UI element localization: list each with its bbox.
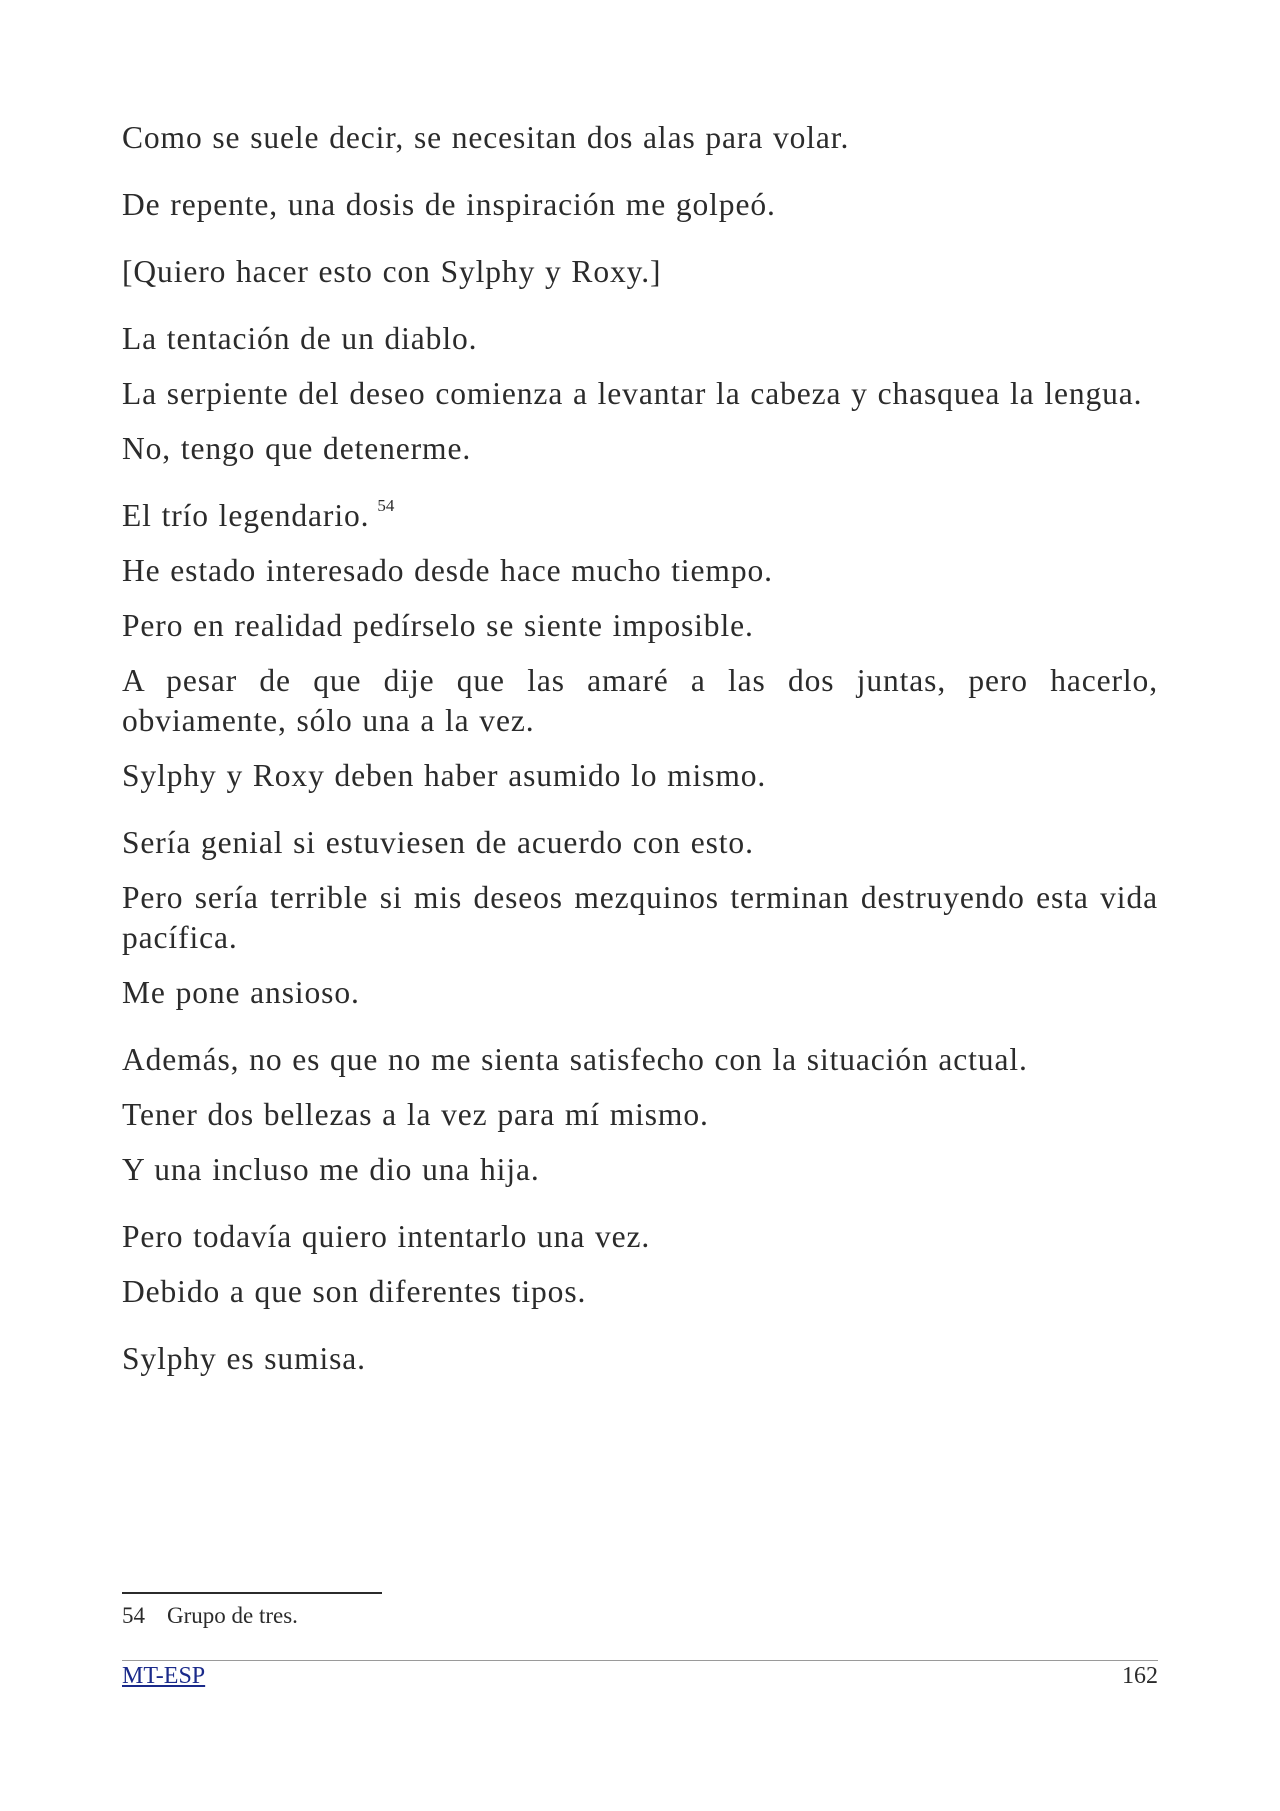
paragraph: Sylphy es sumisa. bbox=[122, 1341, 366, 1376]
page-number: 162 bbox=[1122, 1663, 1158, 1689]
paragraph: Pero en realidad pedírselo se siente imposible. bbox=[122, 608, 754, 643]
footnote bbox=[122, 1601, 298, 1631]
paragraph-with-footnote bbox=[122, 496, 1158, 536]
footnote-number: 54 bbox=[122, 1603, 145, 1628]
paragraph: Me pone ansioso. bbox=[122, 975, 360, 1010]
footnote-text: Grupo de tres. bbox=[167, 1603, 298, 1628]
paragraph: Pero todavía quiero intentarlo una vez. bbox=[122, 1219, 651, 1254]
paragraph: Tener dos bellezas a la vez para mí mismo. bbox=[122, 1097, 709, 1132]
paragraph: Pero sería terrible si mis deseos mezquinos terminan destruyendo esta vida pacífica. bbox=[122, 880, 1158, 955]
footer-link[interactable]: MT-ESP bbox=[122, 1663, 206, 1689]
footnote-divider bbox=[122, 1592, 382, 1594]
paragraph: He estado interesado desde hace mucho tiempo. bbox=[122, 553, 773, 588]
paragraph: [Quiero hacer esto con Sylphy y Roxy.] bbox=[122, 254, 662, 289]
paragraph: La serpiente del deseo comienza a levantar la cabeza y chasquea la lengua. bbox=[122, 376, 1143, 411]
footer-divider bbox=[122, 1660, 1158, 1661]
paragraph: Sylphy y Roxy deben haber asumido lo mismo. bbox=[122, 758, 767, 793]
body-text bbox=[122, 118, 1158, 1394]
paragraph: Sería genial si estuviesen de acuerdo con esto. bbox=[122, 825, 754, 860]
footnote-reference[interactable]: 54 bbox=[377, 496, 395, 515]
paragraph: Como se suele decir, se necesitan dos alas para volar. bbox=[122, 120, 850, 155]
paragraph: No, tengo que detenerme. bbox=[122, 431, 472, 466]
paragraph: A pesar de que dije que las amaré a las dos juntas, pero hacerlo, obviamente, sólo una a la vez. bbox=[122, 663, 1158, 738]
paragraph: La tentación de un diablo. bbox=[122, 321, 478, 356]
paragraph: Además, no es que no me sienta satisfecho con la situación actual. bbox=[122, 1042, 1028, 1077]
document-page bbox=[122, 0, 1158, 1811]
paragraph: Y una incluso me dio una hija. bbox=[122, 1152, 540, 1187]
paragraph: De repente, una dosis de inspiración me golpeó. bbox=[122, 187, 776, 222]
paragraph: Debido a que son diferentes tipos. bbox=[122, 1274, 587, 1309]
paragraph-text: El trío legendario. bbox=[122, 498, 370, 533]
